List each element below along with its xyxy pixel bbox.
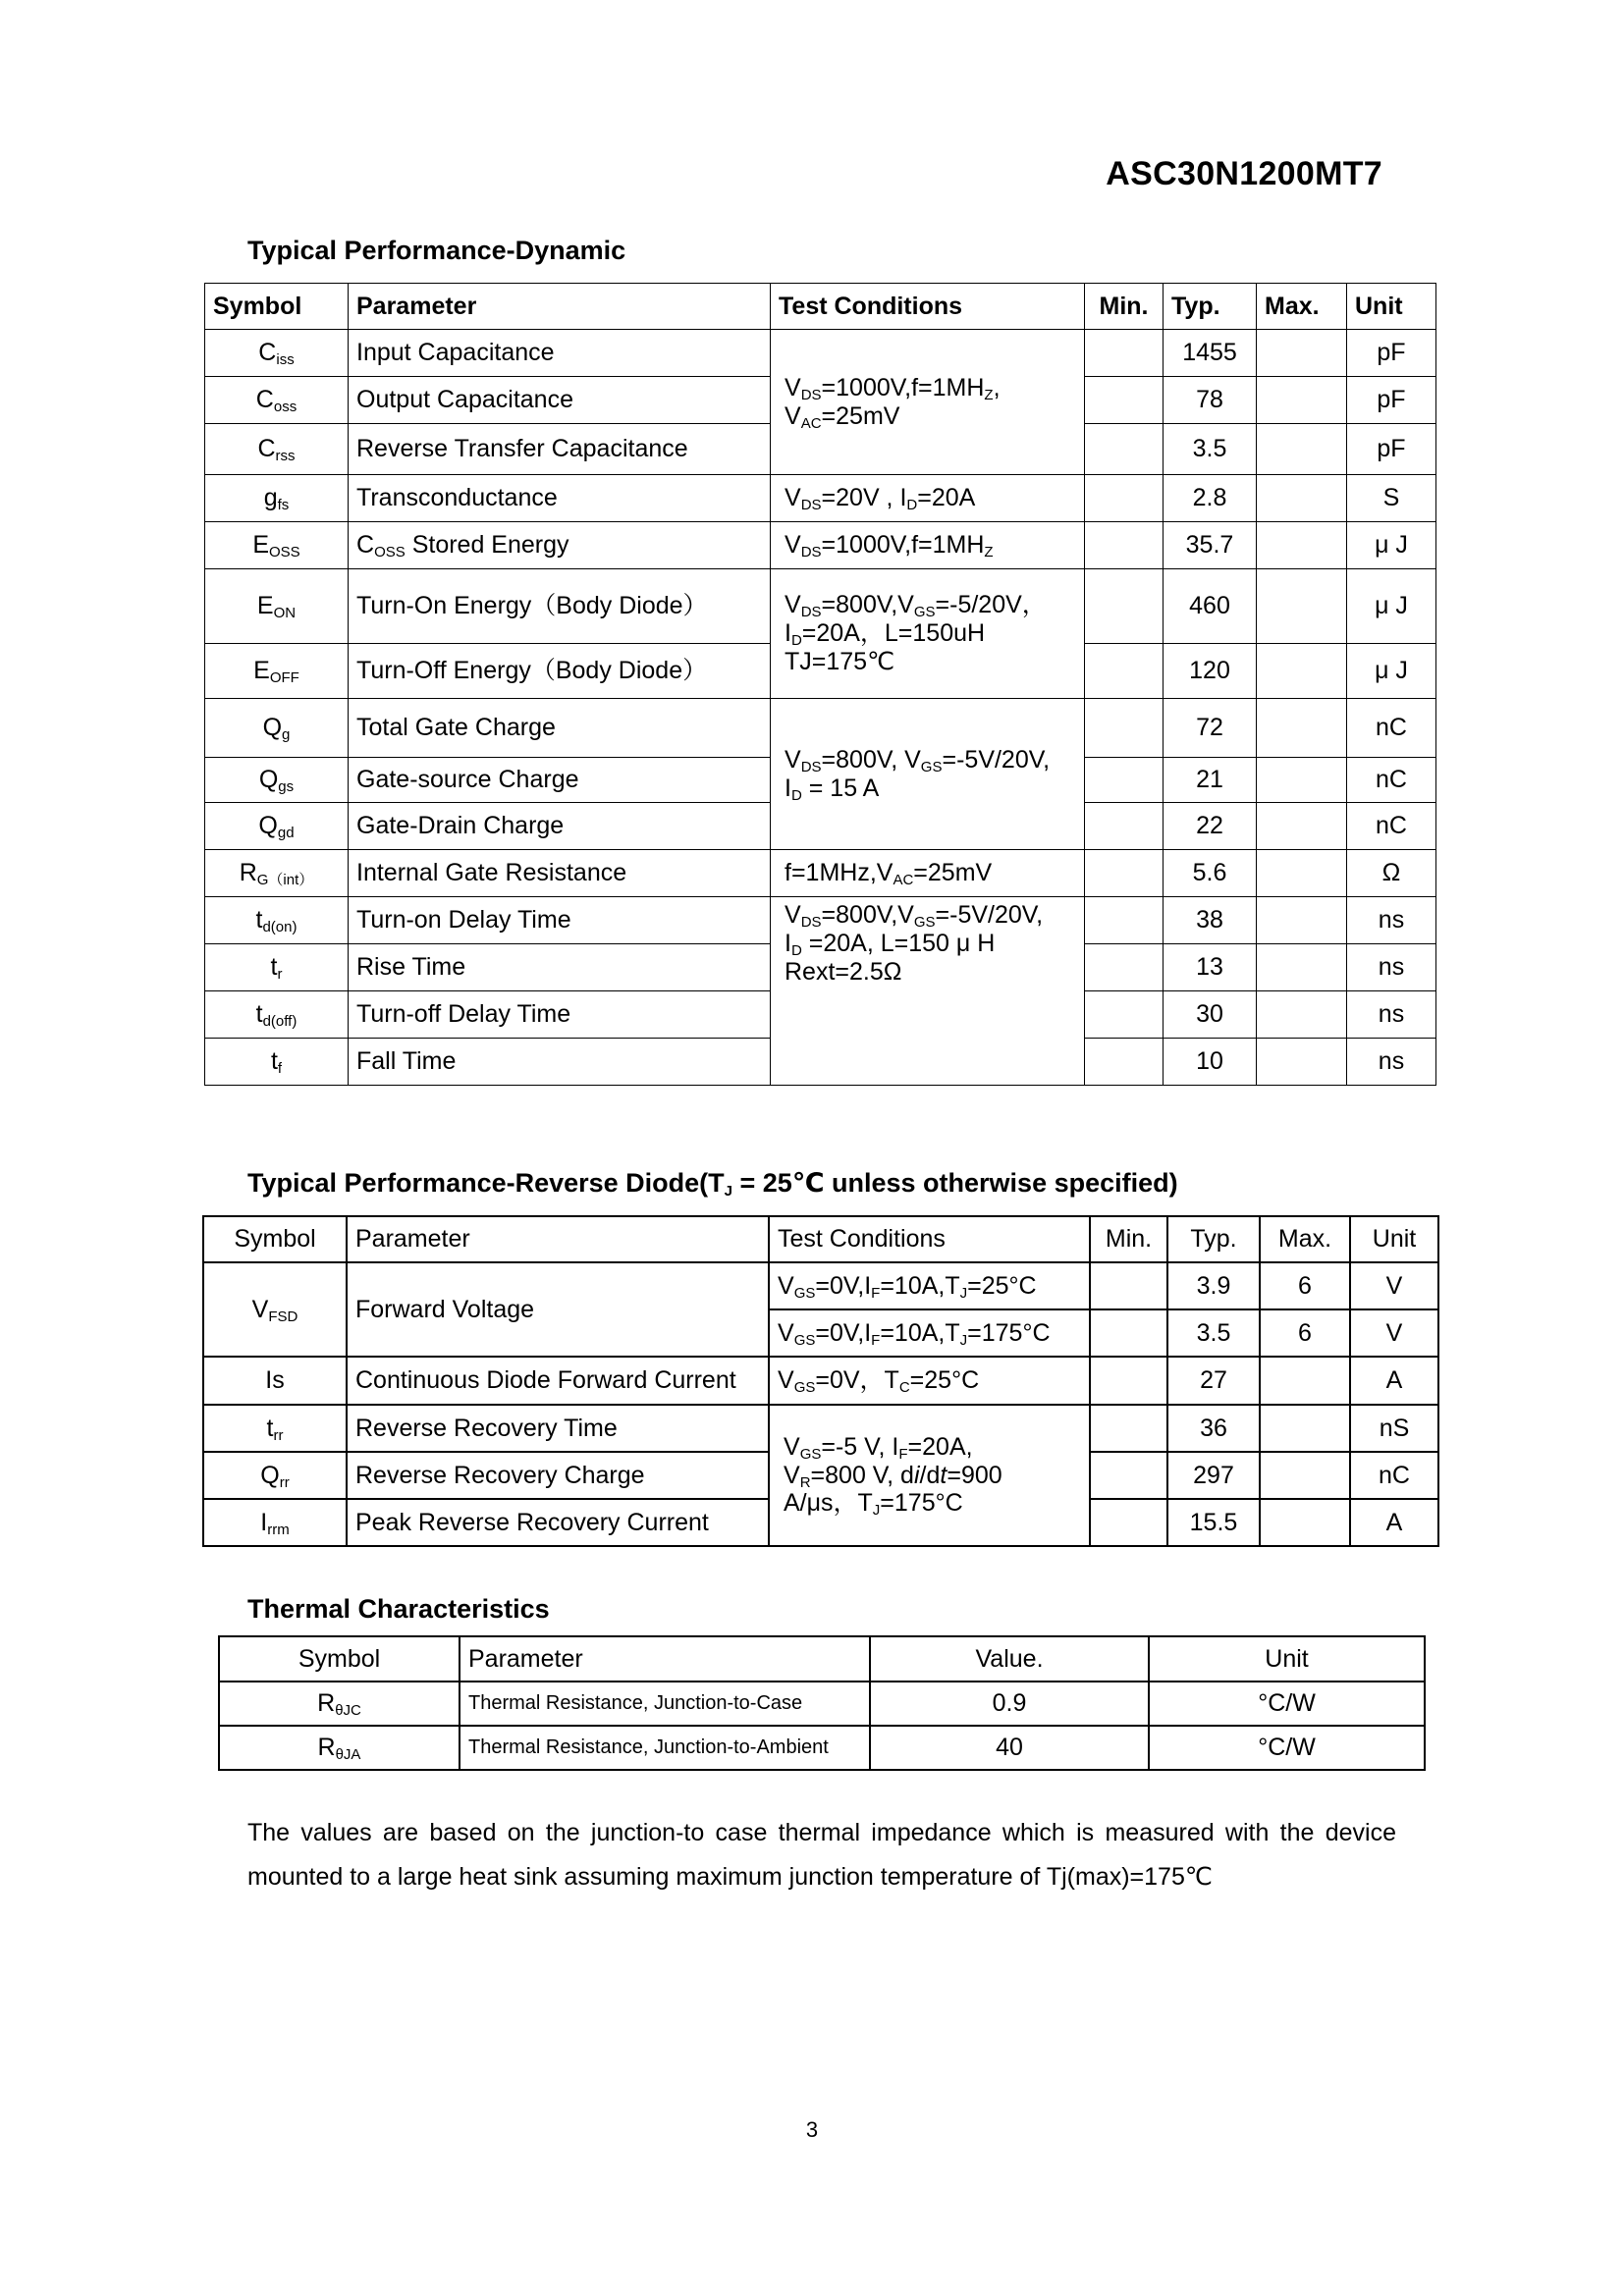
typ-cell: 22 <box>1164 803 1257 850</box>
col-test-conditions: Test Conditions <box>769 1216 1090 1262</box>
table-row <box>219 1726 1425 1770</box>
min-cell <box>1085 944 1164 991</box>
symbol-cell: $C_{oss}$ <box>205 377 349 424</box>
max-cell <box>1257 758 1347 803</box>
symbol-cell: $E_{OSS}$ <box>205 522 349 569</box>
unit-cell: °C/W <box>1149 1682 1425 1726</box>
min-cell <box>1085 644 1164 699</box>
col-parameter: Parameter <box>349 284 771 330</box>
table-row <box>205 475 1436 522</box>
max-cell <box>1257 991 1347 1039</box>
min-cell <box>1085 1039 1164 1086</box>
table-row <box>205 897 1436 944</box>
section-title-dynamic: Typical Performance-Dynamic <box>247 236 626 265</box>
parameter-cell: Turn-on Delay Time <box>349 897 771 944</box>
col-typ: Typ. <box>1167 1216 1260 1262</box>
typ-cell: 27 <box>1167 1357 1260 1405</box>
typ-cell: 3.5 <box>1164 424 1257 475</box>
table-row <box>205 850 1436 897</box>
symbol-cell: $V_{FSD}$ <box>203 1262 347 1357</box>
conditions-cell: $V_{DS}=20V$ , $I_D=20A$ <box>771 475 1085 522</box>
unit-cell: nC <box>1347 803 1436 850</box>
col-max: Max. <box>1257 284 1347 330</box>
table-row <box>205 330 1436 377</box>
conditions-cell: $V_{DS}=800V,V_{GS}=-5/20V$， $I_D=20A$，L=150uH TJ=175℃ <box>771 569 1085 699</box>
symbol-cell: $Q_g$ <box>205 699 349 758</box>
parameter-cell: Gate-Drain Charge <box>349 803 771 850</box>
typ-cell: 15.5 <box>1167 1499 1260 1546</box>
parameter-cell: Total Gate Charge <box>349 699 771 758</box>
symbol-cell: $t_{d(off)}$ <box>205 991 349 1039</box>
unit-cell: nC <box>1347 758 1436 803</box>
col-max: Max. <box>1260 1216 1350 1262</box>
max-cell <box>1260 1357 1350 1405</box>
typ-cell: 72 <box>1164 699 1257 758</box>
unit-cell: nC <box>1347 699 1436 758</box>
min-cell <box>1085 758 1164 803</box>
col-min: Min. <box>1085 284 1164 330</box>
col-symbol: Symbol <box>203 1216 347 1262</box>
unit-cell: V <box>1350 1262 1438 1309</box>
part-number: ASC30N1200MT7 <box>1106 155 1382 192</box>
parameter-cell: Forward Voltage <box>347 1262 769 1357</box>
section-title-thermal: Thermal Characteristics <box>247 1594 550 1624</box>
unit-cell: pF <box>1347 377 1436 424</box>
unit-cell: ns <box>1347 1039 1436 1086</box>
typ-cell: 10 <box>1164 1039 1257 1086</box>
unit-cell: Ω <box>1347 850 1436 897</box>
parameter-cell: Rise Time <box>349 944 771 991</box>
parameter-cell: Gate-source Charge <box>349 758 771 803</box>
unit-cell: °C/W <box>1149 1726 1425 1770</box>
thermal-table <box>218 1635 1426 1771</box>
table-row <box>203 1405 1438 1452</box>
col-symbol: Symbol <box>219 1636 460 1682</box>
typ-cell: 5.6 <box>1164 850 1257 897</box>
symbol-cell: $t_f$ <box>205 1039 349 1086</box>
min-cell <box>1085 475 1164 522</box>
typ-cell: 36 <box>1167 1405 1260 1452</box>
min-cell <box>1090 1405 1167 1452</box>
unit-cell: S <box>1347 475 1436 522</box>
typ-cell: 13 <box>1164 944 1257 991</box>
col-parameter: Parameter <box>347 1216 769 1262</box>
max-cell <box>1257 850 1347 897</box>
max-cell <box>1260 1452 1350 1499</box>
min-cell <box>1085 377 1164 424</box>
col-test-conditions: Test Conditions <box>771 284 1085 330</box>
parameter-cell: Fall Time <box>349 1039 771 1086</box>
typ-cell: 3.9 <box>1167 1262 1260 1309</box>
unit-cell: ns <box>1347 897 1436 944</box>
typ-cell: 2.8 <box>1164 475 1257 522</box>
dynamic-table <box>204 283 1436 1086</box>
symbol-cell: $R_{\theta JC}$ <box>219 1682 460 1726</box>
max-cell <box>1257 803 1347 850</box>
conditions-cell: $V_{GS}=-5$ V, $I_F=20A$, $V_R=800$ V, di/dt=900 A/μs，$T_J=175^\circ C$ <box>769 1405 1090 1546</box>
symbol-cell: $E_{ON}$ <box>205 569 349 644</box>
max-cell <box>1260 1405 1350 1452</box>
typ-cell: 297 <box>1167 1452 1260 1499</box>
max-cell: 6 <box>1260 1309 1350 1357</box>
typ-cell: 120 <box>1164 644 1257 699</box>
col-unit: Unit <box>1149 1636 1425 1682</box>
unit-cell: ns <box>1347 944 1436 991</box>
max-cell <box>1257 569 1347 644</box>
conditions-cell: $V_{DS}=1000V,f=1MH_Z$, $V_{AC}=25mV$ <box>771 330 1085 475</box>
typ-cell: 460 <box>1164 569 1257 644</box>
unit-cell: μ J <box>1347 522 1436 569</box>
symbol-cell: $Q_{gd}$ <box>205 803 349 850</box>
value-cell: 40 <box>870 1726 1149 1770</box>
parameter-cell: Input Capacitance <box>349 330 771 377</box>
parameter-cell: Output Capacitance <box>349 377 771 424</box>
table-row <box>205 569 1436 644</box>
col-typ: Typ. <box>1164 284 1257 330</box>
min-cell <box>1090 1499 1167 1546</box>
parameter-cell: Continuous Diode Forward Current <box>347 1357 769 1405</box>
unit-cell: pF <box>1347 330 1436 377</box>
unit-cell: A <box>1350 1499 1438 1546</box>
max-cell <box>1257 424 1347 475</box>
max-cell <box>1257 522 1347 569</box>
section-title-reverse-diode: Typical Performance-Reverse $Diode(T_J$ = 25℃ unless otherwise specified) <box>247 1168 1178 1200</box>
min-cell <box>1090 1309 1167 1357</box>
parameter-cell: Thermal Resistance, Junction-to-Ambient <box>460 1726 870 1770</box>
symbol-cell: $Q_{rr}$ <box>203 1452 347 1499</box>
parameter-cell: Reverse Recovery Charge <box>347 1452 769 1499</box>
symbol-cell: $t_{d(on)}$ <box>205 897 349 944</box>
max-cell <box>1257 330 1347 377</box>
unit-cell: μ J <box>1347 644 1436 699</box>
max-cell <box>1260 1499 1350 1546</box>
typ-cell: 21 <box>1164 758 1257 803</box>
typ-cell: 1455 <box>1164 330 1257 377</box>
min-cell <box>1085 803 1164 850</box>
conditions-cell: $f=1MHz,V_{AC}=25mV$ <box>771 850 1085 897</box>
table-header-row <box>219 1636 1425 1682</box>
col-parameter: Parameter <box>460 1636 870 1682</box>
col-value: Value. <box>870 1636 1149 1682</box>
typ-cell: 35.7 <box>1164 522 1257 569</box>
reverse-diode-table <box>202 1215 1439 1547</box>
parameter-cell: Turn-Off Energy（Body Diode） <box>349 644 771 699</box>
min-cell <box>1085 850 1164 897</box>
unit-cell: nS <box>1350 1405 1438 1452</box>
min-cell <box>1085 569 1164 644</box>
symbol-cell: $t_r$ <box>205 944 349 991</box>
min-cell <box>1085 330 1164 377</box>
symbol-cell: $g_{fs}$ <box>205 475 349 522</box>
max-cell: 6 <box>1260 1262 1350 1309</box>
table-row <box>205 699 1436 758</box>
thermal-note: The values are based on the junction-to case thermal impedance which is measured with the device mounted to a large heat sink assuming maximum junction temperature of Tj(max)=175℃ <box>247 1819 1396 1891</box>
min-cell <box>1085 699 1164 758</box>
col-unit: Unit <box>1347 284 1436 330</box>
max-cell <box>1257 699 1347 758</box>
table-header-row <box>205 284 1436 330</box>
min-cell <box>1085 991 1164 1039</box>
parameter-cell: Peak Reverse Recovery Current <box>347 1499 769 1546</box>
conditions-cell: $V_{DS}=1000V,f=1MH_Z$ <box>771 522 1085 569</box>
unit-cell: pF <box>1347 424 1436 475</box>
parameter-cell: Internal Gate Resistance <box>349 850 771 897</box>
table-row <box>203 1262 1438 1309</box>
unit-cell: nC <box>1350 1452 1438 1499</box>
max-cell <box>1257 644 1347 699</box>
typ-cell: 78 <box>1164 377 1257 424</box>
symbol-cell: $t_{rr}$ <box>203 1405 347 1452</box>
max-cell <box>1257 1039 1347 1086</box>
parameter-cell: $C_{OSS}$ Stored Energy <box>349 522 771 569</box>
parameter-cell: Reverse Recovery Time <box>347 1405 769 1452</box>
conditions-cell: $V_{DS}=800V$, $V_{GS}=-5V/20V$, $I_D = 15$ A <box>771 699 1085 850</box>
max-cell <box>1257 897 1347 944</box>
typ-cell: 3.5 <box>1167 1309 1260 1357</box>
unit-cell: V <box>1350 1309 1438 1357</box>
value-cell: 0.9 <box>870 1682 1149 1726</box>
min-cell <box>1090 1262 1167 1309</box>
conditions-cell: $V_{GS}=0V,I_F=10A,T_J=25^\circ C$ <box>769 1262 1090 1309</box>
unit-cell: μ J <box>1347 569 1436 644</box>
symbol-cell: $I_{rrm}$ <box>203 1499 347 1546</box>
max-cell <box>1257 475 1347 522</box>
typ-cell: 30 <box>1164 991 1257 1039</box>
table-row <box>205 522 1436 569</box>
min-cell <box>1085 522 1164 569</box>
max-cell <box>1257 944 1347 991</box>
symbol-cell: $R_{G(int)}$ <box>205 850 349 897</box>
min-cell <box>1090 1357 1167 1405</box>
symbol-cell: $Q_{gs}$ <box>205 758 349 803</box>
min-cell <box>1085 897 1164 944</box>
col-symbol: Symbol <box>205 284 349 330</box>
parameter-cell: Transconductance <box>349 475 771 522</box>
page-number: 3 <box>805 2117 819 2142</box>
unit-cell: ns <box>1347 991 1436 1039</box>
col-unit: Unit <box>1350 1216 1438 1262</box>
conditions-cell: $V_{DS}=800V,V_{GS}=-5V/20V$, $I_D =20A$, L=150 μ H Rext=2.5Ω <box>771 897 1085 1086</box>
min-cell <box>1090 1452 1167 1499</box>
symbol-cell: $E_{OFF}$ <box>205 644 349 699</box>
typ-cell: 38 <box>1164 897 1257 944</box>
parameter-cell: Thermal Resistance, Junction-to-Case <box>460 1682 870 1726</box>
unit-cell: A <box>1350 1357 1438 1405</box>
symbol-cell: $C_{iss}$ <box>205 330 349 377</box>
table-row <box>203 1357 1438 1405</box>
parameter-cell: Turn-On Energy（Body Diode） <box>349 569 771 644</box>
conditions-cell: $V_{GS}=0V$，$T_C=25^\circ C$ <box>769 1357 1090 1405</box>
col-min: Min. <box>1090 1216 1167 1262</box>
symbol-cell: $R_{\theta JA}$ <box>219 1726 460 1770</box>
parameter-cell: Reverse Transfer Capacitance <box>349 424 771 475</box>
symbol-cell: Is <box>203 1357 347 1405</box>
symbol-cell: $C_{rss}$ <box>205 424 349 475</box>
parameter-cell: Turn-off Delay Time <box>349 991 771 1039</box>
table-header-row <box>203 1216 1438 1262</box>
conditions-cell: $V_{GS}=0V,I_F=10A,T_J=175^\circ C$ <box>769 1309 1090 1357</box>
min-cell <box>1085 424 1164 475</box>
table-row <box>219 1682 1425 1726</box>
max-cell <box>1257 377 1347 424</box>
